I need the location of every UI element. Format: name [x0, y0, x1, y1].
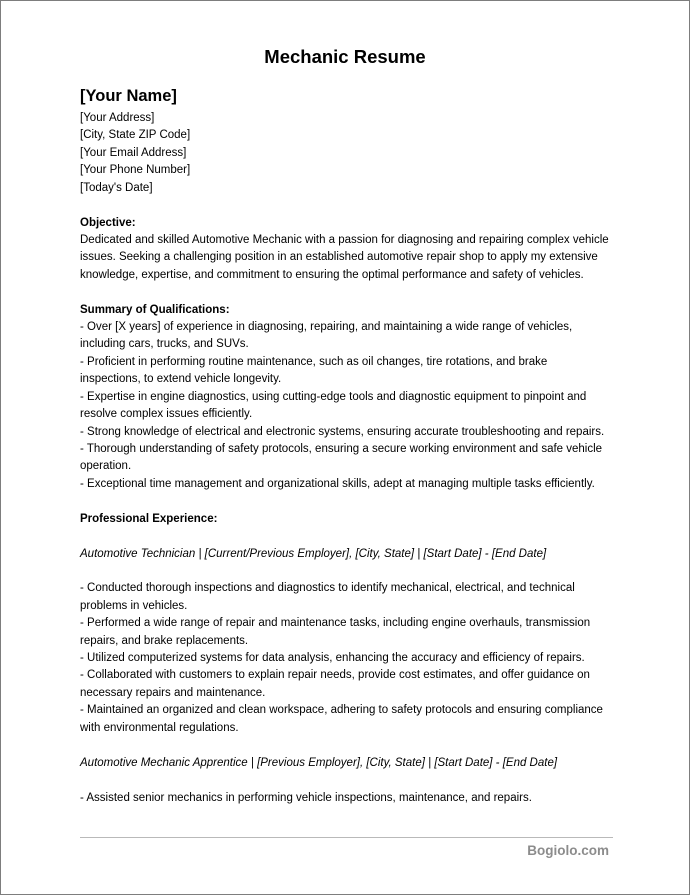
- contact-address: [Your Address]: [80, 112, 155, 124]
- job-title: Automotive Mechanic Apprentice | [Previous Employer], [City, State] | [Start Date] - [End Date]: [80, 756, 558, 769]
- contact-phone: [Your Phone Number]: [80, 164, 191, 177]
- job-title: Automotive Technician | [Current/Previous Employer], [City, State] | [Start Date] - [End Date]: [80, 547, 547, 560]
- job-duty-line: - Maintained an organized and clean workspace, adhering to safety protocols and ensuring compliance: [80, 704, 603, 717]
- qualification-line: - Proficient in performing routine maintenance, such as oil changes, tire rotations, and brake: [80, 355, 548, 368]
- applicant-name: [Your Name]: [80, 87, 177, 105]
- qualification-line: operation.: [80, 460, 132, 473]
- spacer: [80, 737, 620, 755]
- experience-heading: Professional Experience:: [80, 512, 218, 525]
- contact-city-state-zip: [City, State ZIP Code]: [80, 129, 191, 142]
- objective-section: [80, 215, 620, 285]
- footer-divider: [80, 837, 613, 838]
- job-duty-line: - Conducted thorough inspections and diagnostics to identify mechanical, electrical, and technical: [80, 582, 575, 595]
- qualification-line: - Expertise in engine diagnostics, using cutting-edge tools and diagnostic equipment to pinpoint and: [80, 390, 587, 403]
- job-duty-line: - Collaborated with customers to explain repair needs, provide cost estimates, and offer guidance on: [80, 669, 590, 682]
- spacer: [80, 772, 620, 790]
- qualification-line: - Over [X years] of experience in diagnosing, repairing, and maintaining a wide range of vehicles,: [80, 321, 573, 334]
- objective-heading: Objective:: [80, 216, 136, 229]
- contact-date: [Today's Date]: [80, 181, 153, 194]
- objective-line: issues. Seeking a challenging position in an established automotive repair shop to apply my extensive: [80, 251, 598, 264]
- qualifications-section: [80, 302, 620, 493]
- job-duty-line: - Utilized computerized systems for data analysis, enhancing the accuracy and efficiency of repairs.: [80, 652, 585, 665]
- spacer: [80, 563, 620, 581]
- qualification-line: - Exceptional time management and organizational skills, adept at managing multiple tasks efficiently.: [80, 477, 595, 490]
- contact-block: [80, 110, 620, 197]
- spacer: [80, 284, 620, 302]
- job-duty-line: repairs, and brake replacements.: [80, 634, 249, 647]
- qualification-line: resolve complex issues efficiently.: [80, 408, 253, 421]
- job-duty-line: - Assisted senior mechanics in performing vehicle inspections, maintenance, and repairs.: [80, 791, 532, 804]
- document-title: Mechanic Resume: [264, 46, 426, 67]
- qualification-line: including cars, trucks, and SUVs.: [80, 338, 249, 351]
- resume-content: [80, 85, 620, 807]
- experience-section: [80, 511, 620, 807]
- job-duty-line: necessary repairs and maintenance.: [80, 686, 266, 699]
- qualification-line: inspections, to extend vehicle longevity.: [80, 373, 282, 386]
- objective-line: knowledge, expertise, and commitment to ensuring the optimal performance and safety of vehicles.: [80, 268, 584, 281]
- qualification-line: - Thorough understanding of safety protocols, ensuring a secure working environment and safe vehicle: [80, 442, 603, 455]
- qualification-line: - Strong knowledge of electrical and electronic systems, ensuring accurate troubleshooting and repairs.: [80, 425, 605, 438]
- spacer: [80, 528, 620, 546]
- qualifications-heading: Summary of Qualifications:: [80, 303, 230, 316]
- job-duty-line: with environmental regulations.: [80, 721, 239, 734]
- contact-email: [Your Email Address]: [80, 146, 187, 159]
- job-duty-line: problems in vehicles.: [80, 599, 188, 612]
- job-duty-line: - Performed a wide range of repair and maintenance tasks, including engine overhauls, transmission: [80, 617, 591, 630]
- objective-line: Dedicated and skilled Automotive Mechanic with a passion for diagnosing and repairing complex vehicle: [80, 233, 609, 246]
- spacer: [80, 493, 620, 511]
- spacer: [80, 197, 620, 215]
- footer-brand: Bogiolo.com: [527, 843, 609, 858]
